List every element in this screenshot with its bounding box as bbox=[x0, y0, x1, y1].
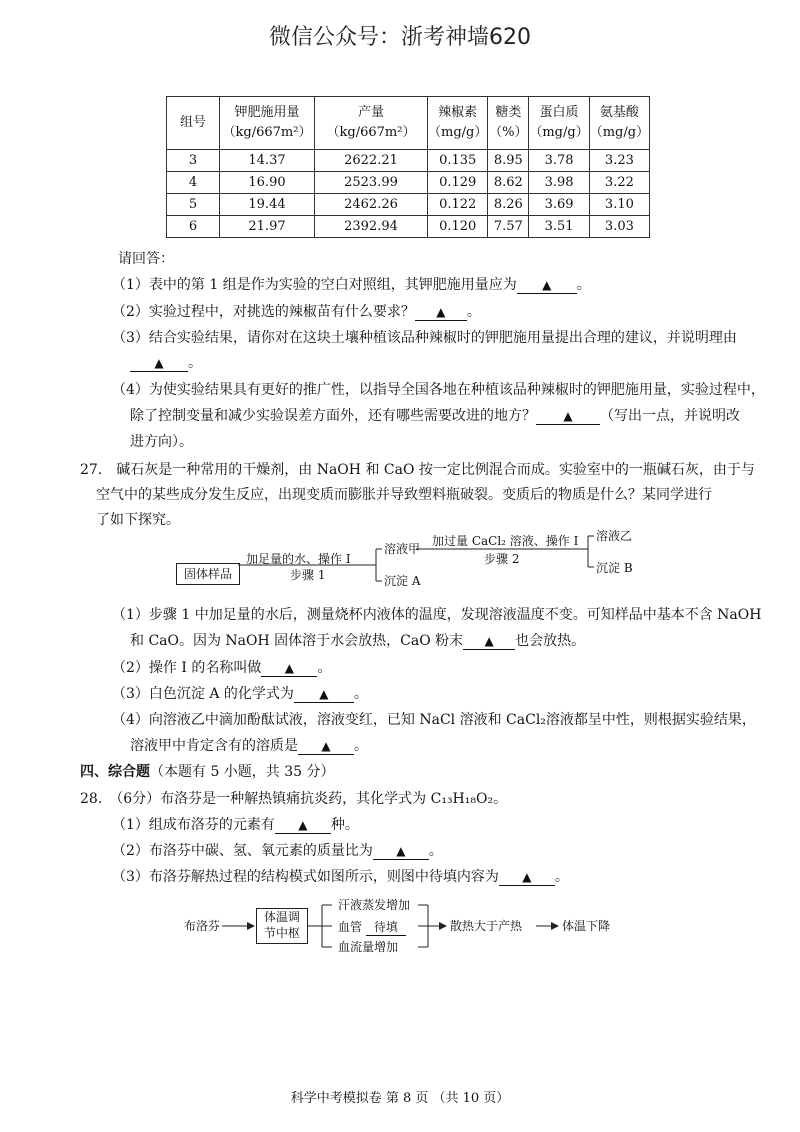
table-cell: 3.51 bbox=[529, 216, 589, 238]
table-cell: 0.120 bbox=[428, 216, 488, 238]
table-cell: 6 bbox=[167, 216, 220, 238]
solution-b-label: 溶液乙 bbox=[596, 529, 633, 543]
ibuprofen-label: 布洛芬 bbox=[184, 919, 221, 933]
q27-stem-2: 空气中的某些成分发生反应，出现变质而膨胀并导致塑料瓶破裂。变质后的物质是什么？某同学进行 bbox=[96, 487, 712, 503]
table-cell: 5 bbox=[167, 194, 220, 216]
table-cell: 3.03 bbox=[589, 216, 649, 238]
table-cell: 7.57 bbox=[488, 216, 529, 238]
table-header-cell: 糖类 （%） bbox=[488, 97, 529, 150]
table-cell: 8.26 bbox=[488, 194, 529, 216]
table-header-cell: 产量 （kg/667m²） bbox=[315, 97, 428, 150]
table-cell: 3.22 bbox=[589, 172, 649, 194]
q26-3: （3）结合实验结果，请你对在这块土壤种植该品种辣椒时的钾肥施用量提出合理的建议，并说明理由 bbox=[112, 330, 737, 346]
q28-3: （3）布洛芬解热过程的结构模式如图所示，则图中待填内容为 ▲ 。 bbox=[112, 869, 569, 885]
q27-stem-3: 了如下探究。 bbox=[96, 512, 180, 528]
table-header-cell: 氨基酸 （mg/g） bbox=[589, 97, 649, 150]
table-row bbox=[167, 172, 650, 194]
table-header-row bbox=[167, 97, 650, 150]
precipitate-b-label: 沉淀 B bbox=[596, 561, 633, 575]
answer-blank: ▲ bbox=[261, 660, 317, 677]
thermoregulation-center-box: 体温调 节中枢 bbox=[256, 908, 308, 944]
table-cell: 0.122 bbox=[428, 194, 488, 216]
table-cell: 3 bbox=[167, 150, 220, 172]
table-cell: 4 bbox=[167, 172, 220, 194]
step2-condition: 加过量 CaCl₂ 溶液、操作 I bbox=[432, 534, 579, 548]
q26-prompt: 请回答： bbox=[118, 251, 174, 267]
result-temp-drop: 体温下降 bbox=[562, 919, 611, 933]
table-cell: 3.10 bbox=[589, 194, 649, 216]
q26-3-cont: ▲ 。 bbox=[130, 353, 202, 373]
table-cell: 3.69 bbox=[529, 194, 589, 216]
table-cell: 3.78 bbox=[529, 150, 589, 172]
q27-1-cont: 和 CaO。因为 NaOH 固体溶于水会放热，CaO 粉末 ▲ 也会放热。 bbox=[130, 633, 586, 649]
answer-blank: ▲ bbox=[536, 408, 600, 425]
q27-4: （4）向溶液乙中滴加酚酞试液，溶液变红，已知 NaCl 溶液和 CaCl₂溶液都呈中性，则根据实验结果， bbox=[112, 712, 756, 728]
q27-4-cont: 溶液甲中肯定含有的溶质是 ▲ 。 bbox=[130, 738, 368, 754]
table-header-cell: 钾肥施用量 （kg/667m²） bbox=[220, 97, 315, 150]
table-header-cell: 辣椒素 （mg/g） bbox=[428, 97, 488, 150]
section-4-heading: 四、综合题（本题有 5 小题，共 35 分） bbox=[80, 764, 335, 780]
step1-label: 步骤 1 bbox=[290, 568, 326, 582]
fill-in-blank: 待填 bbox=[366, 919, 406, 936]
q26-4-cont2: 进方向）。 bbox=[130, 434, 193, 450]
precipitate-a-label: 沉淀 A bbox=[384, 574, 421, 588]
table-cell: 14.37 bbox=[220, 150, 315, 172]
table-cell: 0.135 bbox=[428, 150, 488, 172]
page-footer: 科学中考模拟卷 第 8 页 （共 10 页） bbox=[290, 1091, 510, 1106]
q27-1: （1）步骤 1 中加足量的水后，测量烧杯内液体的温度，发现溶液温度不变。可知样品中基本不含 NaOH bbox=[112, 607, 762, 623]
effect-blood-flow: 血流量增加 bbox=[338, 940, 399, 954]
step1-condition: 加足量的水、操作 I bbox=[246, 552, 351, 566]
potash-yield-table bbox=[166, 96, 650, 238]
q27-2: （2）操作 I 的名称叫做 ▲ 。 bbox=[112, 660, 332, 676]
table-cell: 0.129 bbox=[428, 172, 488, 194]
q26-4-cont: 除了控制变量和减少实验误差方面外，还有哪些需要改进的地方？ ▲ （写出一点，并说明改 bbox=[130, 408, 740, 424]
table-cell: 19.44 bbox=[220, 194, 315, 216]
page-header: 微信公众号：浙考神墙620 bbox=[269, 25, 531, 50]
table-cell: 2392.94 bbox=[315, 216, 428, 238]
answer-blank: ▲ bbox=[275, 817, 331, 834]
solid-sample-box: 固体样品 bbox=[176, 563, 240, 585]
answer-blank: ▲ bbox=[298, 738, 354, 755]
table-cell: 16.90 bbox=[220, 172, 315, 194]
table-cell: 2622.21 bbox=[315, 150, 428, 172]
table-cell: 21.97 bbox=[220, 216, 315, 238]
table-cell: 3.98 bbox=[529, 172, 589, 194]
q27-3: （3）白色沉淀 A 的化学式为 ▲ 。 bbox=[112, 686, 368, 702]
q28-stem: 28. （6分）布洛芬是一种解热镇痛抗炎药，其化学式为 C₁₃H₁₈O₂。 bbox=[80, 791, 508, 807]
table-cell: 8.95 bbox=[488, 150, 529, 172]
q28-1: （1）组成布洛芬的元素有 ▲ 种。 bbox=[112, 817, 359, 833]
effect-vessel: 血管 待填 bbox=[338, 919, 406, 936]
table-header-cell: 蛋白质 （mg/g） bbox=[529, 97, 589, 150]
q26-2: （2）实验过程中，对挑选的辣椒苗有什么要求？ ▲ 。 bbox=[112, 304, 481, 320]
table-cell: 3.23 bbox=[589, 150, 649, 172]
q28-2: （2）布洛芬中碳、氢、氧元素的质量比为 ▲ 。 bbox=[112, 843, 443, 859]
effect-sweat: 汗液蒸发增加 bbox=[338, 898, 411, 912]
answer-blank: ▲ bbox=[130, 355, 188, 372]
answer-blank: ▲ bbox=[415, 304, 467, 321]
q26-4: （4）为使实验结果具有更好的推广性，以指导全国各地在种植该品种辣椒时的钾肥施用量，实验过程中， bbox=[112, 382, 765, 398]
answer-blank: ▲ bbox=[373, 843, 429, 860]
table-cell: 8.62 bbox=[488, 172, 529, 194]
table-cell: 2523.99 bbox=[315, 172, 428, 194]
answer-blank: ▲ bbox=[294, 686, 354, 703]
answer-blank: ▲ bbox=[499, 869, 555, 886]
solution-a-label: 溶液甲 bbox=[384, 542, 421, 556]
q26-1: （1）表中的第 1 组是作为实验的空白对照组，其钾肥施用量应为 ▲ 。 bbox=[112, 277, 591, 293]
answer-blank: ▲ bbox=[517, 277, 577, 294]
result-heat-loss: 散热大于产热 bbox=[450, 919, 523, 933]
answer-blank: ▲ bbox=[463, 633, 515, 650]
table-row bbox=[167, 194, 650, 216]
step2-label: 步骤 2 bbox=[484, 552, 520, 566]
table-header-cell: 组号 bbox=[167, 97, 220, 150]
table-row bbox=[167, 216, 650, 238]
table-cell: 2462.26 bbox=[315, 194, 428, 216]
table-row bbox=[167, 150, 650, 172]
q27-stem-1: 27. 碱石灰是一种常用的干燥剂，由 NaOH 和 CaO 按一定比例混合而成。实验室中的一瓶碱石灰，由于与 bbox=[80, 462, 755, 478]
